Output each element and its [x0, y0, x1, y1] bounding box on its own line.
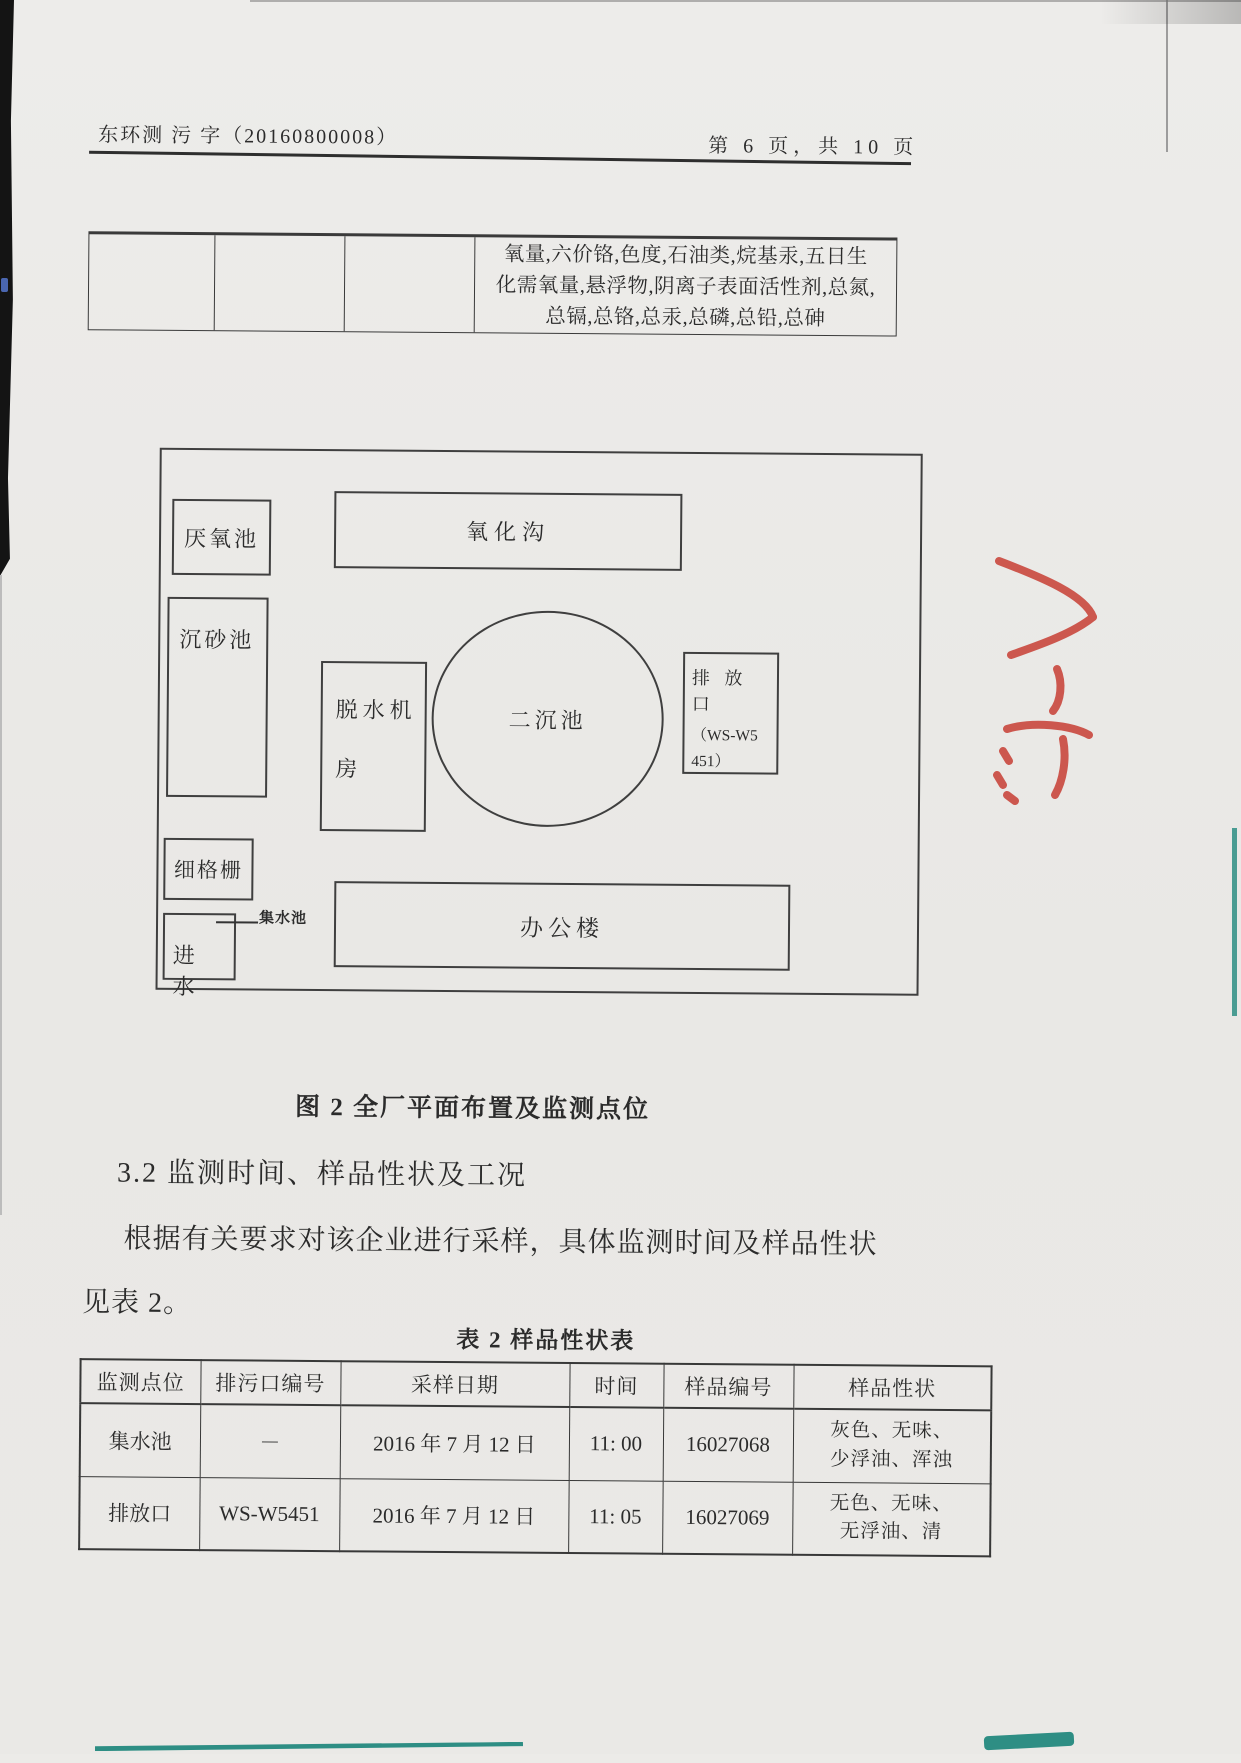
label-collect-tank: 集水池 [259, 910, 308, 927]
cell-point: 排放口 [79, 1476, 200, 1550]
cell-date: 2016 年 7 月 12 日 [339, 1478, 569, 1553]
label-secondary-clarifier: 二沉池 [508, 707, 587, 733]
collect-tank-connector-line [216, 921, 258, 923]
label-anaerobic-tank: 厌氧池 [183, 525, 260, 552]
label-outlet-line1: 排 放 口 [691, 667, 748, 715]
box-dewatering-room [320, 661, 427, 832]
col-header-sample-no: 样品编号 [663, 1364, 793, 1409]
cell-character-line1: 灰色、无味、 [830, 1420, 954, 1443]
cell-time: 11: 05 [568, 1480, 663, 1554]
table-row [79, 1476, 991, 1556]
box-anaerobic-tank [172, 499, 272, 576]
cell-date: 2016 年 7 月 12 日 [340, 1405, 570, 1480]
label-grit-chamber: 沉砂池 [179, 626, 255, 653]
cell-sample-no: 16027068 [663, 1408, 794, 1482]
box-oxidation-ditch [334, 491, 683, 571]
cell-outlet-no: － [200, 1404, 341, 1478]
header-doc-ref: 东环测 污 字（20160800008） [98, 124, 399, 149]
col-header-time: 时间 [569, 1363, 663, 1408]
box-discharge-outlet [682, 652, 779, 775]
parameters-cell [475, 237, 897, 335]
scan-top-edge-line [250, 0, 1241, 2]
cell-character [792, 1482, 991, 1557]
section-heading: 3.2 监测时间、样品性状及工况 [116, 1157, 528, 1192]
table-header-row [80, 1359, 991, 1410]
box-grit-chamber [166, 597, 269, 798]
label-office-building: 办公楼 [519, 915, 605, 941]
table2-title: 表 2 样品性状表 [456, 1327, 636, 1354]
label-oxidation-ditch: 氧化沟 [466, 519, 551, 545]
paragraph-line-1: 根据有关要求对该企业进行采样，具体监测时间及样品性状 [123, 1223, 878, 1261]
box-office-building [334, 881, 791, 971]
scan-teal-mark-right-edge [1232, 828, 1237, 1016]
col-header-outlet-no: 排污口编号 [200, 1360, 340, 1405]
cell-character [793, 1409, 992, 1484]
cell-sample-no: 16027069 [662, 1481, 793, 1555]
label-influent: 进 水 [172, 942, 203, 1000]
label-outlet-line3: 451） [691, 752, 731, 771]
plant-layout-diagram [156, 448, 923, 1000]
parameters-line-1: 氧量,六价铬,色度,石油类,烷基汞,五日生 [503, 243, 868, 269]
label-dewatering-room-line2: 房 [335, 756, 358, 782]
scan-topright-smudge [1100, 0, 1241, 24]
cell-character-line1: 无色、无味、 [829, 1493, 953, 1516]
cell-character-line2: 无浮油、清 [839, 1521, 943, 1544]
scan-edge-hairline [0, 575, 2, 1215]
scan-blue-speck [1, 278, 8, 292]
sample-character-table [78, 1358, 992, 1557]
label-dewatering-room-line1: 脱水机 [335, 697, 417, 723]
cell-outlet-no: WS-W5451 [199, 1477, 340, 1551]
label-outlet-line2: （WS-W5 [691, 726, 758, 745]
box-fine-screen [163, 838, 253, 901]
paragraph-line-2: 见表 2。 [81, 1287, 193, 1320]
table-row [80, 1403, 992, 1483]
col-header-date: 采样日期 [340, 1361, 569, 1407]
figure-caption: 图 2 全厂平面布置及监测点位 [294, 1093, 651, 1124]
parameters-line-3: 总镉,总铬,总汞,总磷,总铅,总砷 [545, 305, 826, 330]
cell-point: 集水池 [80, 1403, 201, 1477]
cell-character-line2: 少浮油、浑浊 [829, 1448, 954, 1471]
table2-container [78, 1358, 992, 1557]
col-header-character: 样品性状 [793, 1365, 991, 1411]
parameters-table-fragment [88, 231, 898, 336]
header-page-number: 第 6 页，共 10 页 [708, 135, 919, 159]
empty-cell [345, 236, 476, 332]
empty-cell [215, 235, 346, 331]
label-fine-screen: 细格栅 [173, 857, 244, 883]
col-header-point: 监测点位 [80, 1359, 200, 1404]
red-stamp-fragment [993, 543, 1115, 805]
box-secondary-clarifier [431, 610, 665, 828]
cell-time: 11: 00 [569, 1407, 664, 1481]
parameters-line-2: 化需氧量,悬浮物,阴离子表面活性剂,总氮, [495, 274, 876, 300]
empty-cell [89, 234, 216, 330]
